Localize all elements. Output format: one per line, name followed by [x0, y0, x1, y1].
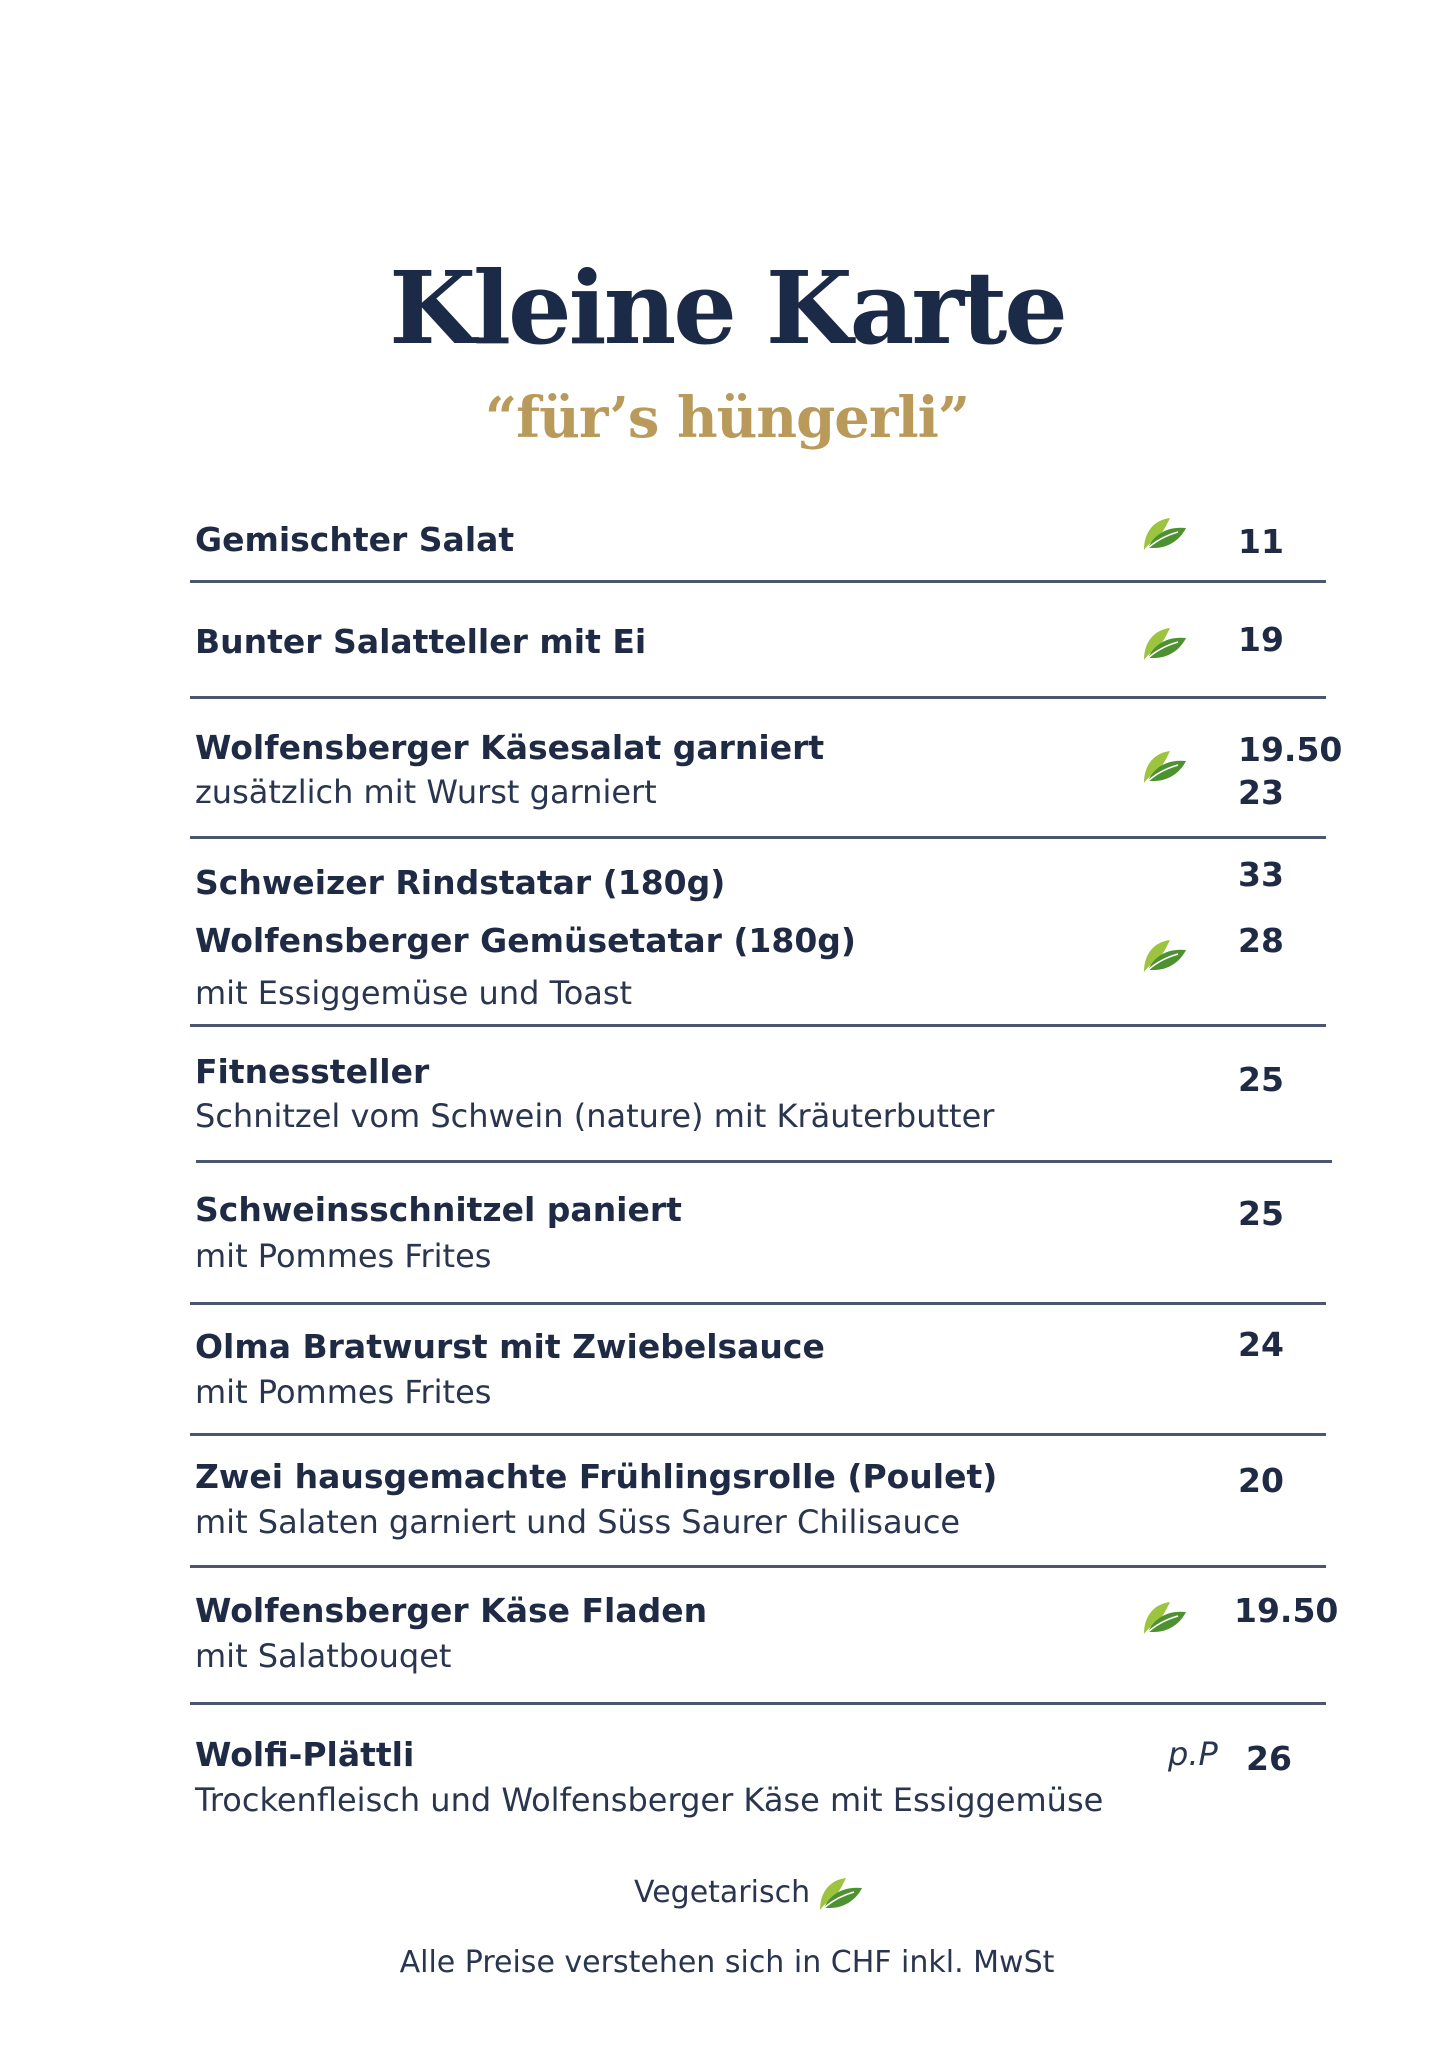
menu-item-description: Trockenfleisch und Wolfensberger Käse mit Essiggemüse [195, 1781, 1104, 1819]
per-person-unit: p.P [1168, 1735, 1218, 1773]
menu-item-price-extra: 23 [1238, 773, 1284, 812]
menu-item-description: mit Essiggemüse und Toast [195, 974, 633, 1012]
menu-item-name: Wolfensberger Käse Fladen [195, 1591, 708, 1630]
menu-item-price: 11 [1238, 522, 1284, 561]
menu-item-name: Wolfensberger Käsesalat garniert [195, 728, 825, 767]
leaf-icon [1140, 622, 1188, 664]
menu-item-name: Schweizer Rindstatar (180g) [195, 863, 726, 902]
divider [190, 1024, 1326, 1027]
divider [190, 1433, 1326, 1436]
leaf-icon [1140, 512, 1188, 554]
menu-item-description: mit Salaten garniert und Süss Saurer Chilisauce [195, 1503, 961, 1541]
divider [190, 696, 1326, 699]
menu-item-price: 28 [1238, 921, 1284, 960]
menu-item-name: Olma Bratwurst mit Zwiebelsauce [195, 1327, 825, 1366]
price-note: Alle Preise verstehen sich in CHF inkl. MwSt [399, 1945, 1055, 1980]
menu-item-name: Schweinsschnitzel paniert [195, 1190, 682, 1229]
menu-item-price: 26 [1246, 1739, 1292, 1778]
menu-item-name: Zwei hausgemachte Frühlingsrolle (Poulet) [195, 1457, 998, 1496]
divider [190, 836, 1326, 839]
leaf-icon [1140, 1596, 1188, 1638]
divider [190, 580, 1326, 583]
menu-item-price: 24 [1238, 1325, 1284, 1364]
divider [190, 1565, 1326, 1568]
menu-item-description: mit Salatbouqet [195, 1637, 452, 1675]
menu-item-description: mit Pommes Frites [195, 1373, 492, 1411]
menu-item-description: zusätzlich mit Wurst garniert [195, 773, 657, 811]
leaf-icon [1140, 745, 1188, 787]
divider [196, 1160, 1332, 1163]
menu-subtitle: “für’s hüngerli” [484, 385, 970, 451]
menu-item-name: Gemischter Salat [195, 520, 515, 559]
menu-item-name: Wolfi-Plättli [195, 1735, 415, 1774]
menu-item-description: Schnitzel vom Schwein (nature) mit Kräuterbutter [195, 1097, 995, 1135]
menu-item-price: 33 [1238, 855, 1284, 894]
vegetarian-legend-label: Vegetarisch [634, 1875, 811, 1910]
menu-item-price: 19.50 [1238, 730, 1343, 769]
menu-item-name: Fitnessteller [195, 1052, 430, 1091]
menu-item-description: mit Pommes Frites [195, 1237, 492, 1275]
menu-item-name: Bunter Salatteller mit Ei [195, 622, 647, 661]
leaf-icon [816, 1872, 864, 1914]
divider [190, 1302, 1326, 1305]
menu-item-price: 19 [1238, 620, 1284, 659]
menu-item-name: Wolfensberger Gemüsetatar (180g) [195, 921, 857, 960]
divider [190, 1702, 1326, 1705]
leaf-icon [1140, 934, 1188, 976]
menu-item-price: 20 [1238, 1461, 1284, 1500]
menu-item-price: 25 [1238, 1194, 1284, 1233]
menu-item-price: 19.50 [1234, 1591, 1339, 1630]
menu-title: Kleine Karte [389, 249, 1065, 367]
menu-item-price: 25 [1238, 1060, 1284, 1099]
